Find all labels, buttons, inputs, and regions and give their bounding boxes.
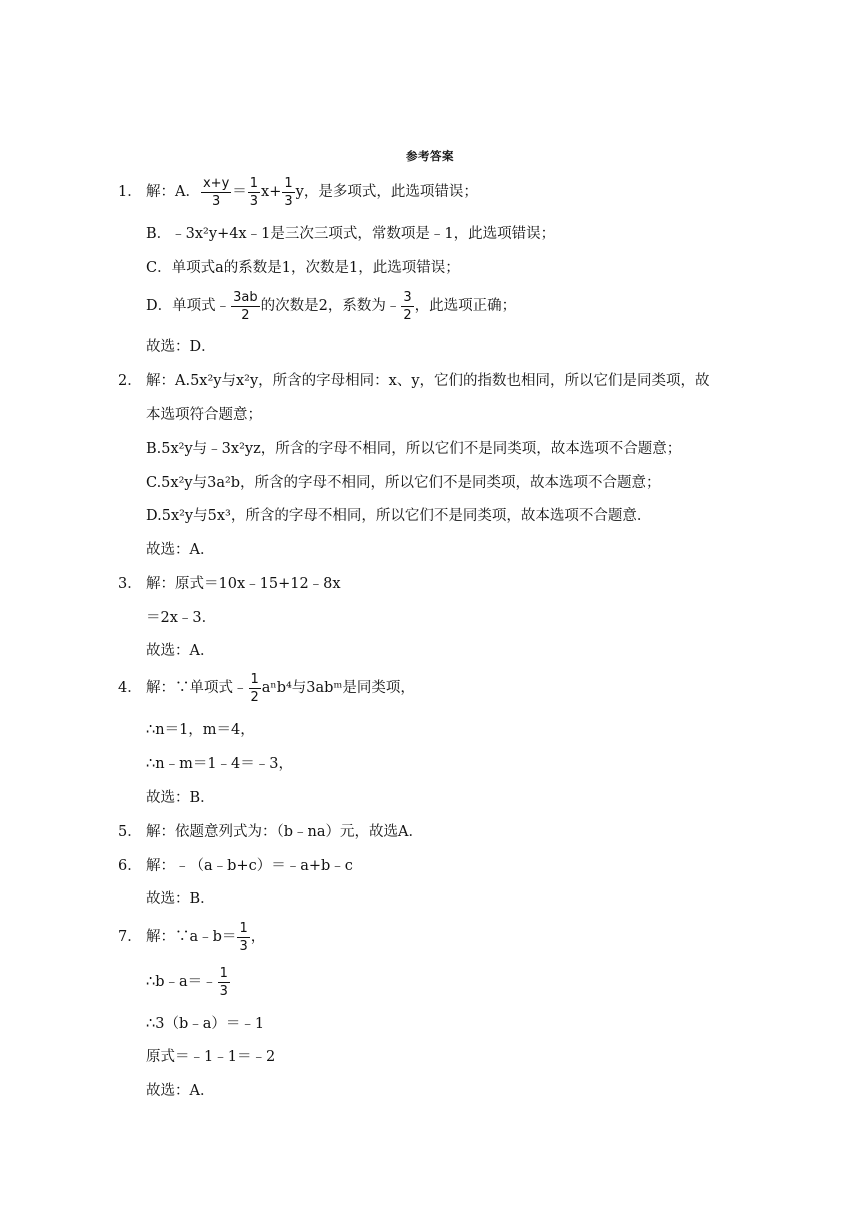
fraction: $\frac{1}{3}$ [284, 175, 293, 209]
q5-number: 5． [118, 824, 142, 840]
q2-answer: 故选：A． [146, 542, 215, 558]
q7-line2: ∴b﹣a＝﹣ $\frac{1}{3}$ [146, 965, 228, 999]
fraction: $\frac{1}{3}$ [239, 920, 248, 954]
fraction: $\frac{3}{2}$ [403, 289, 412, 323]
q4-line2: ∴n＝1，m＝4， [146, 722, 255, 738]
q6-answer: 故选：B． [146, 891, 215, 907]
q4-line3: ∴n﹣m＝1﹣4＝﹣3， [146, 756, 293, 772]
q6-number: 6． [118, 858, 142, 874]
q4-number: 4． [118, 680, 142, 696]
q2-option-c: C.5x²y与3a²b，所含的字母不相同，所以它们不是同类项，故本选项不合题意； [146, 475, 661, 491]
q2-option-d: D.5x²y与5x³，所含的字母不相同，所以它们不是同类项，故本选项不合题意． [146, 508, 652, 524]
q3-number: 3． [118, 576, 142, 592]
q2-option-a-line2: 本选项符合题意； [146, 407, 262, 423]
q1-option-d: D．单项式﹣ $\frac{3ab}{2}$ 的次数是2，系数为﹣ $\frac{3}{2}$ ，此选项正确； [146, 289, 517, 323]
fraction: $\frac{3ab}{2}$ [233, 289, 258, 323]
q1-a-prefix: 解：A． [146, 184, 200, 200]
q1-number: 1． [118, 184, 142, 200]
q5-line1: 解：依题意列式为：（b﹣na）元，故选A． [146, 824, 423, 840]
q7-line4: 原式＝﹣1﹣1＝﹣2 [146, 1049, 276, 1065]
q7-line3: ∴3（b﹣a）＝﹣1 [146, 1016, 265, 1032]
q2-option-b: B.5x²y与﹣3x²yz，所含的字母不相同，所以它们不是同类项，故本选项不合题意； [146, 441, 682, 457]
q4-answer: 故选：B． [146, 790, 215, 806]
q1-option-a: 解：A． $\frac{x+y}{3}$ ＝ $\frac{1}{3}$ x+ $\frac{1}{3}$ y，是多项式，此选项错误； [146, 175, 478, 209]
fraction: $\frac{1}{3}$ [249, 175, 259, 209]
q3-line1: 解：原式＝10x﹣15+12﹣8x [146, 576, 341, 592]
fraction: $\frac{1}{2}$ [250, 671, 259, 705]
fraction: $\frac{1}{3}$ [219, 965, 228, 999]
page-title: 参考答案 [406, 149, 454, 163]
q7-number: 7． [118, 929, 142, 945]
q4-line1: 解：∵单项式﹣ $\frac{1}{2}$ aⁿb⁴与3abᵐ是同类项， [146, 671, 415, 705]
q2-option-a-line1: 解：A.5x²y与x²y，所含的字母相同：x、y，它们的指数也相同，所以它们是同类项，故 [146, 373, 710, 389]
q1-option-c: C．单项式a的系数是1，次数是1，此选项错误； [146, 260, 460, 276]
q3-line2: ＝2x﹣3． [146, 610, 217, 626]
q6-line1: 解：﹣（a﹣b+c）＝﹣a+b﹣c [146, 858, 353, 874]
fraction: $\frac{x+y}{3}$ [202, 175, 230, 209]
q7-answer: 故选：A． [146, 1083, 215, 1099]
q1-option-b: B．﹣3x²y+4x﹣1是三次三项式，常数项是﹣1，此选项错误； [146, 226, 556, 242]
q1-answer: 故选：D． [146, 339, 216, 355]
q7-line1: 解：∵a﹣b＝ $\frac{1}{3}$ ， [146, 920, 266, 954]
q3-answer: 故选：A． [146, 643, 215, 659]
q2-number: 2． [118, 373, 142, 389]
